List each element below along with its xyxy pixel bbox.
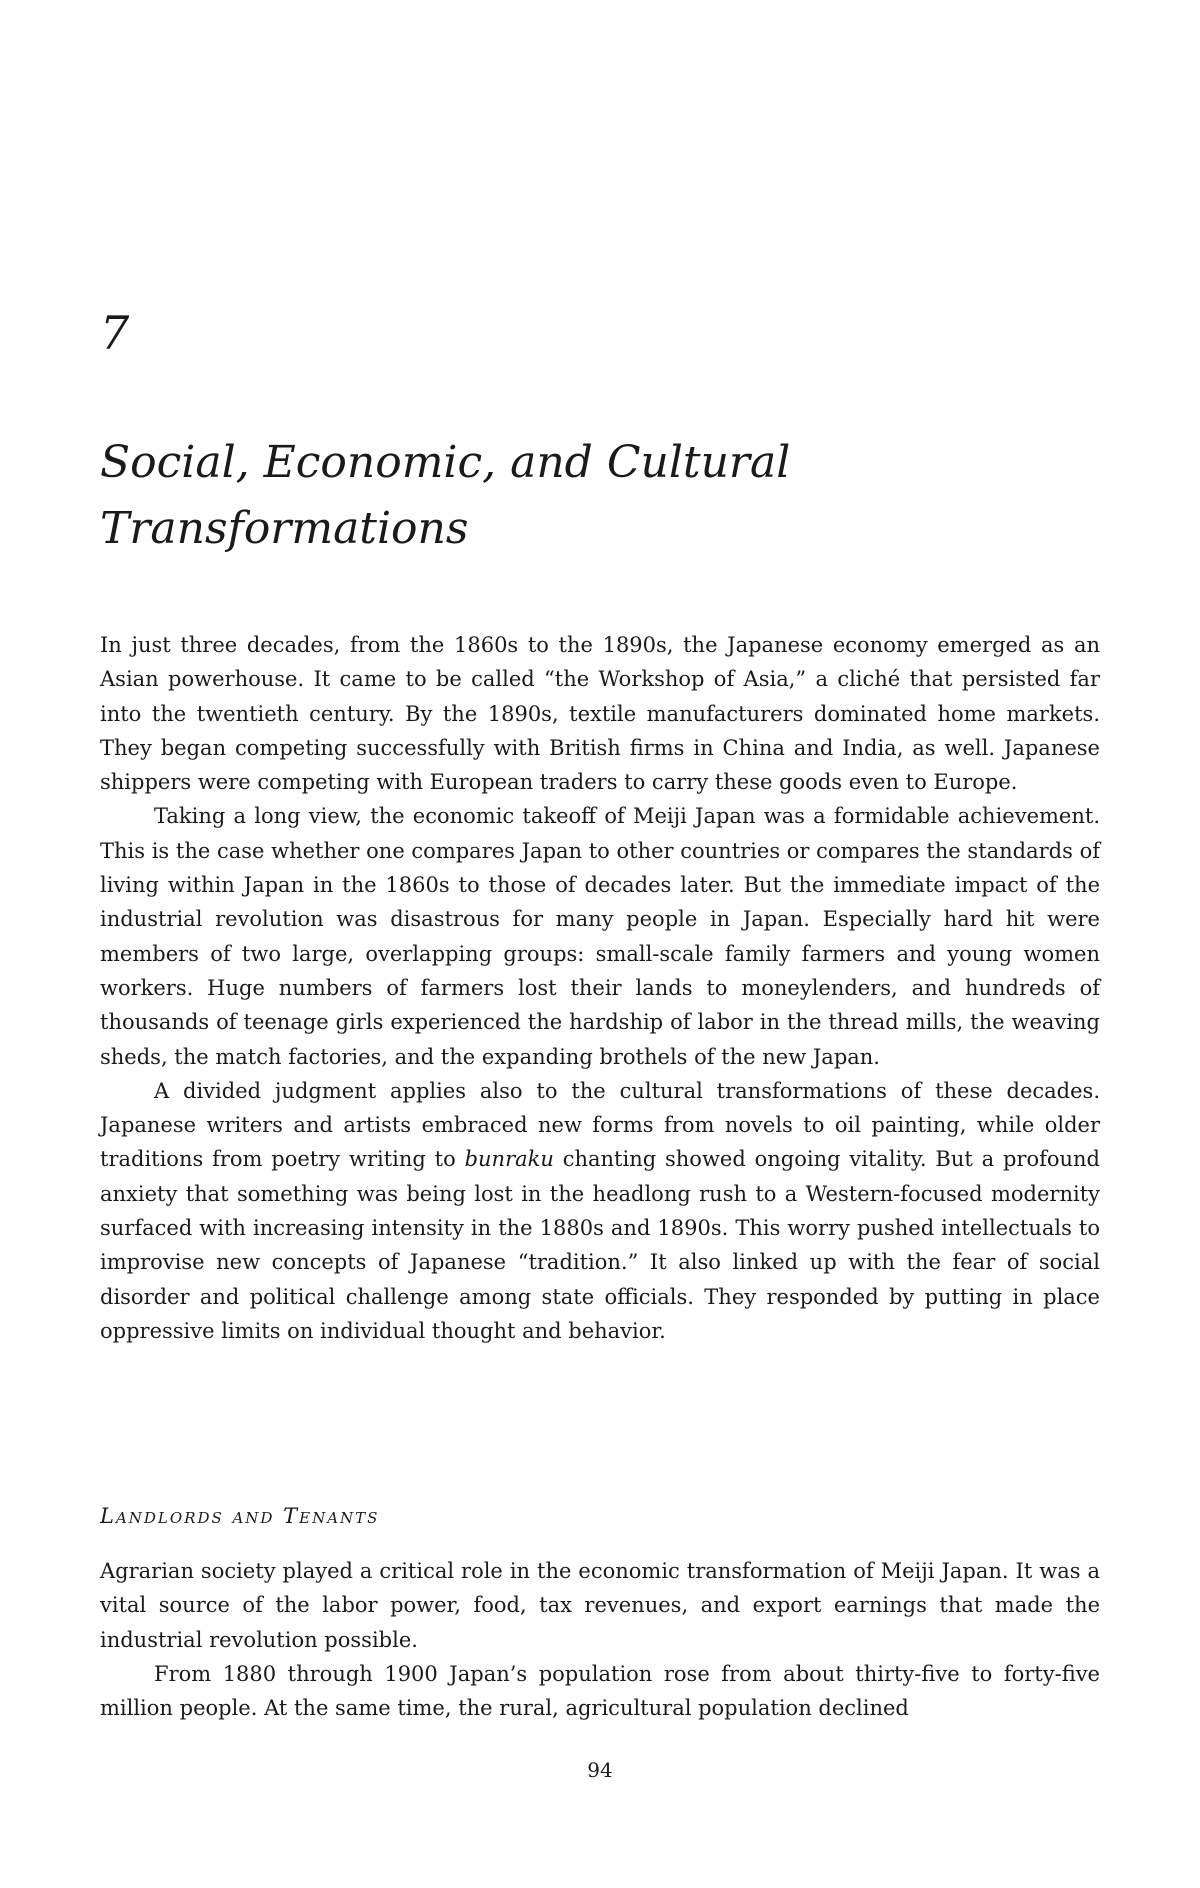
italic-term: bunraku (464, 1147, 554, 1172)
section-heading: Landlords and Tenants (100, 1504, 380, 1528)
paragraph: In just three decades, from the 1860s to the 1890s, the Japanese economy emerged as an Asian powerhouse. It came to be called “the Workshop of Asia,” a cliché that persisted far into the twentieth century. By the 1890s, textile manufacturers dominated home markets. They began competing successfully with British firms in China and India, as well. Japanese shippers were competing with European traders to carry these goods even to Europe. (100, 633, 1100, 795)
paragraph-text: A divided judgment applies also to the cultural transformations of these decades. Japanese writers and artists embraced new forms from novels to oil painting, while older traditions from poetry writing to (100, 1078, 1100, 1172)
chapter-title-line-1: Social, Economic, and Cultural (100, 437, 791, 488)
paragraph-text: chanting showed ongoing vitality. But a profound anxiety that something was being lost in the headlong rush to a Western-focused modernity surfaced with increasing intensity in the 1880s and 1890s. This worry pushed intellectuals to improvise new concepts of Japanese “tradition.” It also linked up with the fear of social disorder and political challenge among state officials. They responded by putting in place oppressive limits on individual thought and behavior. (100, 1147, 1100, 1343)
paragraph: Agrarian society played a critical role in the economic transformation of Meiji Japan. It was a vital source of the labor power, food, tax revenues, and export earnings that made the industrial revolution possible. (100, 1559, 1100, 1652)
chapter-title (100, 430, 1060, 562)
paragraph: From 1880 through 1900 Japan’s population rose from about thirty-five to forty-five million people. At the same time, the rural, agricultural population declined (100, 1661, 1100, 1721)
chapter-title-line-2: Transformations (100, 503, 469, 554)
chapter-number: 7 (100, 306, 130, 360)
intro-text (100, 628, 1100, 1348)
paragraph (100, 1074, 1100, 1348)
section-text (100, 1554, 1100, 1725)
page-number: 94 (587, 1758, 613, 1782)
paragraph: Taking a long view, the economic takeoff of Meiji Japan was a formidable achievement. This is the case whether one compares Japan to other countries or compares the standards of living within Japan in the 1860s to those of decades later. But the immediate impact of the industrial revolution was disastrous for many people in Japan. Especially hard hit were members of two large, overlapping groups: small-scale family farmers and young women workers. Huge numbers of farmers lost their lands to moneylenders, and hundreds of thousands of teenage girls experienced the hardship of labor in the thread mills, the weaving sheds, the match factories, and the expanding brothels of the new Japan. (100, 804, 1100, 1069)
